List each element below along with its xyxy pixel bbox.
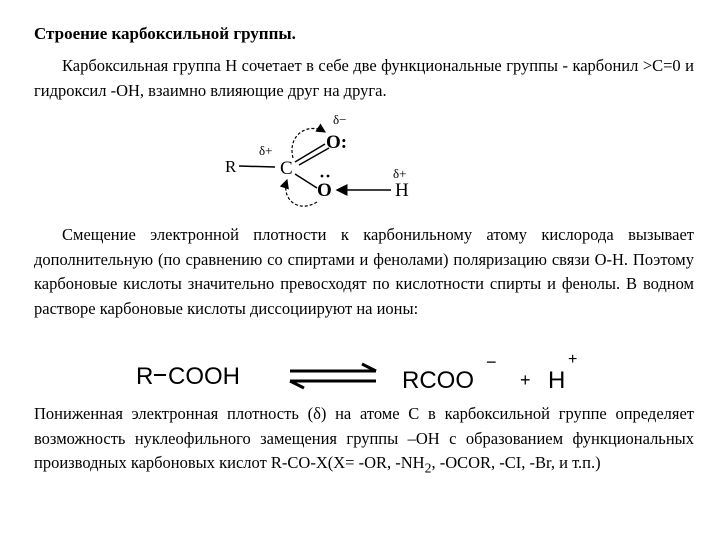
substitution-paragraph xyxy=(34,402,694,481)
equation-minus: − xyxy=(486,352,497,372)
page-title: Строение карбоксильной группы. xyxy=(34,24,296,43)
delta-plus-carbon: δ+ xyxy=(259,143,273,158)
substitution-text-2: , -OCOR, -CI, -Br, и т.п.) xyxy=(431,453,601,472)
delta-plus-hydrogen: δ+ xyxy=(393,166,407,181)
equation-r: R xyxy=(136,363,154,390)
equation-plus: + xyxy=(520,370,531,390)
carboxyl-structure-diagram xyxy=(225,110,430,220)
acidity-paragraph: Смещение электронной плотности к карбонильному атому кислорода вызывает дополнительную (по сравнению со спиртами и фенолами) поляризацию связи О-Н. Поэтому карбоновые кислоты значительно превосходят по кислотности спирты и фенолы. В водном растворе карбоновые кислоты диссоциируют на ионы: xyxy=(34,225,694,318)
equation-rcoo: RCOO xyxy=(402,367,474,394)
nh2-subscript: 2 xyxy=(424,460,432,476)
delta-minus-top: δ− xyxy=(333,112,347,127)
oxygen-top: O: xyxy=(326,132,348,153)
oxygen-bottom: O xyxy=(317,180,332,201)
r-group: R xyxy=(225,157,237,176)
carbon-atom: C xyxy=(280,158,293,179)
dissociation-equation xyxy=(132,350,602,400)
intro-paragraph: Карбоксильная группа Н сочетает в себе две функциональные группы - карбонил >С=0 и гидроксил -ОН, взаимно влияющие друг на друга. xyxy=(34,56,694,100)
hydrogen-atom: H xyxy=(395,180,409,201)
substitution-text-1: Пониженная электронная плотность (δ) на атоме С в карбоксильной группе определяет возможность нуклеофильного замещения группы –ОН с образованием функциональных производных карбоновых кислот R-CO-X(X= -OR, -NH xyxy=(34,404,694,472)
equation-cooh: COOH xyxy=(168,363,240,390)
equation-h: H xyxy=(548,367,566,394)
equation-charge: + xyxy=(568,351,578,368)
